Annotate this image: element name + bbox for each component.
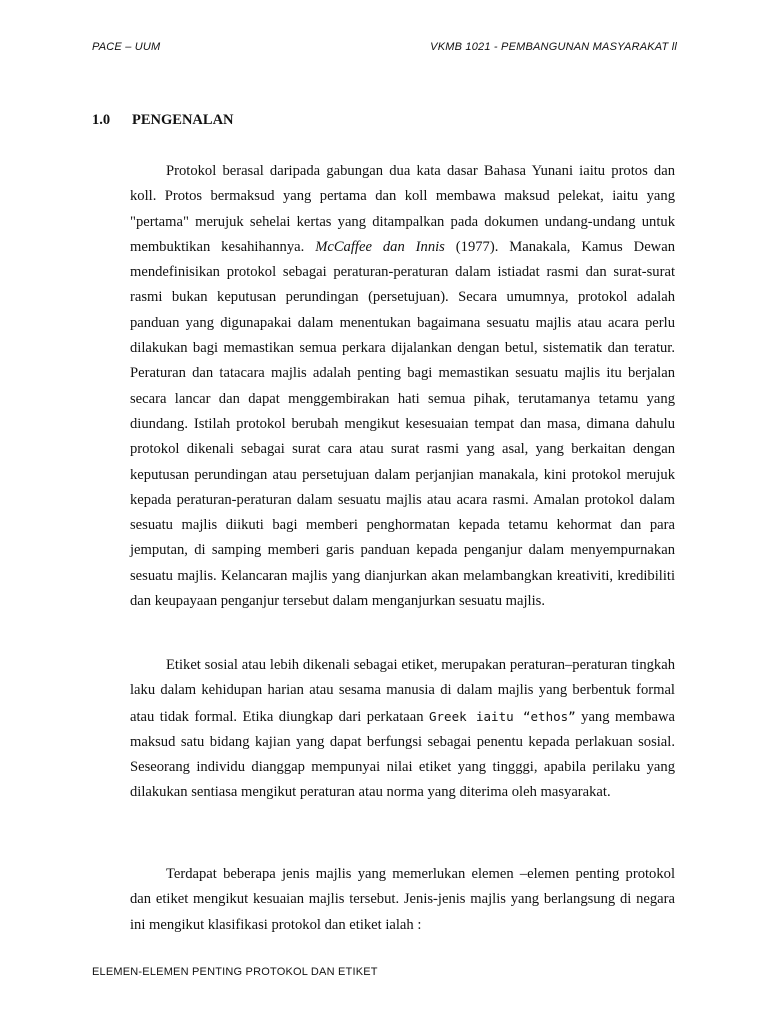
paragraph-2-part-2: yang membawa maksud satu bidang kajian yang dapat berfungsi sebagai penentu kepada perlakuan sosial. Seseorang individu dianggap mempunyai nilai etiket yang tingggi, apabila perilaku yang dilakukan sentiasa mengikut peraturan atau norma yang diterima oleh masyarakat.: [130, 708, 675, 801]
paragraph-1-part-2: (1977). Manakala, Kamus Dewan mendefinisikan protokol sebagai peraturan-peraturan dalam istiadat rasmi dan surat-surat rasmi bukan keputusan perundingan (persetujuan). Secara umumnya, protokol adalah panduan yang digunapakai dalam menentukan bagaimana sesuatu majlis atau acara perlu dilakukan bagi memastikan semua perkara dijalankan dengan betul, sistematik dan teratur. Peraturan dan tatacara majlis adalah penting bagi memastikan sesuatu majlis itu berjalan secara lancar dan dapat menggembirakan hati semua pihak, terutamanya tetamu yang diundang. Istilah protokol berubah mengikut kesesuaian tempat dan masa, dimana dahulu protokol dikenali sebagai surat cara atau surat rasmi yang asal, yang berkaitan dengan keputusan perundingan atau persetujuan dalam perjanjian manakala, kini protokol merujuk kepada peraturan-peraturan dalam sesuatu majlis atau acara rasmi. Amalan protokol dalam sesuatu majlis diikuti bagi memberi penghormatan kepada tetamu kehormat dan para jemputan, di samping memberi garis panduan kepada penganjur dalam menyempurnakan sesuatu majlis. Kelancaran majlis yang dianjurkan akan melambangkan kreativiti, kredibiliti dan keupayaan penganjur tersebut dalam menganjurkan sesuatu majlis.: [130, 238, 675, 610]
page-header: [92, 41, 677, 57]
paragraph-jenis-majlis: [130, 862, 675, 938]
paragraph-protokol: [130, 159, 675, 614]
header-left: PACE – UUM: [92, 41, 161, 53]
section-heading: [92, 112, 234, 129]
greek-term: Greek iaitu “ethos”: [429, 708, 576, 724]
paragraph-3-text: Terdapat beberapa jenis majlis yang memerlukan elemen –elemen penting protokol dan etiket mengikut kesuaian majlis tersebut. Jenis-jenis majlis yang berlangsung di negara ini mengikut klasifikasi protokol dan etiket ialah :: [130, 866, 675, 933]
paragraph-1-part-1: Protokol berasal daripada gabungan dua kata dasar Bahasa Yunani iaitu protos dan koll. Protos bermaksud yang pertama dan koll membawa maksud pelekat, iaitu yang "pertama" merujuk sehelai kertas yang ditampalkan pada dokumen undang-undang untuk membuktikan kesahihannya.: [130, 163, 675, 255]
citation: McCaffee dan Innis: [315, 238, 445, 255]
paragraph-2-part-1: Etiket sosial atau lebih dikenali sebagai etiket, merupakan peraturan–peraturan tingkah laku dalam kehidupan harian atau sesama manusia di dalam majlis yang berbentuk formal atau tidak formal. Etika diungkap dari perkataan: [130, 657, 675, 725]
section-number: 1.0: [92, 112, 111, 128]
header-right: VKMB 1021 - PEMBANGUNAN MASYARAKAT ll: [430, 41, 677, 53]
section-title: PENGENALAN: [132, 112, 234, 128]
page-footer: ELEMEN-ELEMEN PENTING PROTOKOL DAN ETIKET: [92, 966, 378, 978]
paragraph-etiket: [130, 653, 675, 806]
